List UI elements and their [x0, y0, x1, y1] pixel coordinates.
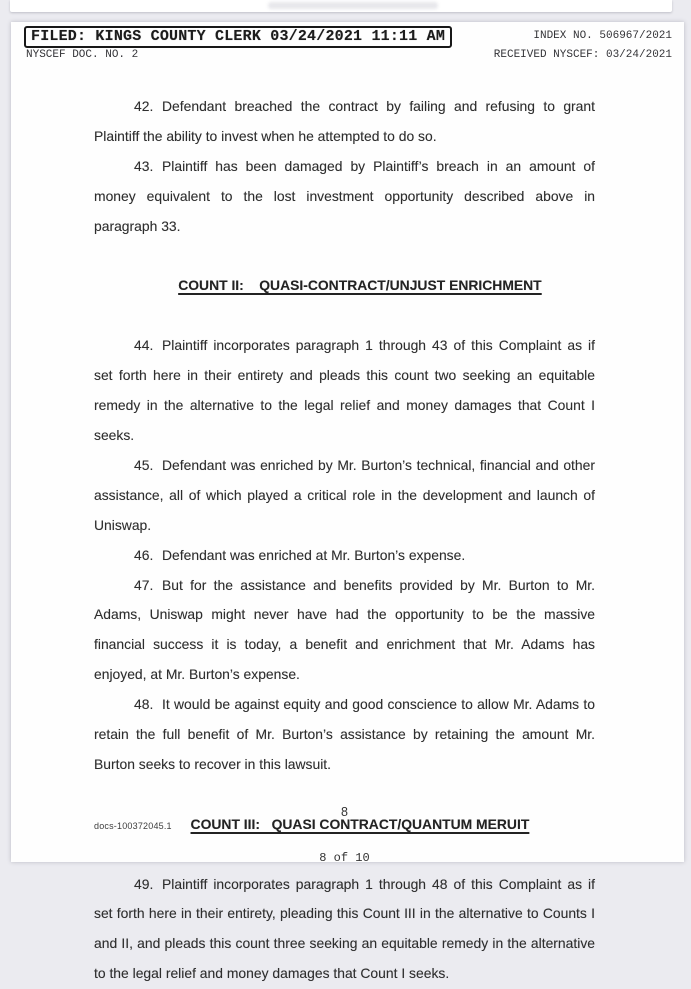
paragraph-text: Plaintiff incorporates paragraph 1 through 43 of this Complaint as if set forth here in their entirety and pleads this count two seeking an equitable remedy in the alternative to the legal relief and money damages that Count I seeks. — [94, 337, 595, 443]
paragraph-text: Plaintiff incorporates paragraph 1 through 48 of this Complaint as if set forth here in their entirety, pleading this Count III in the alternative to Counts I and II, and pleads this count three seeking an equitable remedy in the alternative to the legal relief and money damages that Count I seeks. — [94, 875, 595, 982]
filed-stamp — [24, 26, 452, 48]
paragraph-47 — [94, 571, 595, 691]
paragraph-text: Defendant breached the contract by failing and refusing to grant Plaintiff the ability to invest when he attempted to do so. — [94, 98, 595, 144]
filed-stamp-text: FILED: KINGS COUNTY CLERK 03/24/2021 11:11 AM — [31, 28, 446, 45]
paragraph-number: 42. — [134, 98, 154, 114]
paragraph-text: Plaintiff has been damaged by Plaintiff’s breach in an amount of money equivalent to the lost investment opportunity described above in paragraph 33. — [94, 157, 595, 234]
index-number: INDEX NO. 506967/2021 — [533, 30, 672, 42]
nyscef-doc-number: NYSCEF DOC. NO. 2 — [26, 49, 139, 61]
paragraph-42 — [94, 92, 595, 152]
paragraph-number: 48. — [134, 696, 154, 713]
previous-page-remnant-text — [268, 2, 438, 9]
paragraph-number: 46. — [134, 546, 154, 563]
previous-page-edge — [10, 0, 672, 12]
document-id: docs-100372045.1 — [94, 821, 172, 831]
pagination-footer: 8 of 10 — [319, 851, 370, 865]
paragraph-49 — [94, 870, 595, 989]
paragraph-45 — [94, 451, 595, 541]
page-number: 8 — [341, 805, 348, 819]
paragraph-43 — [94, 152, 595, 242]
paragraph-48 — [94, 690, 595, 780]
paragraph-number: 44. — [134, 337, 154, 354]
paragraph-text: But for the assistance and benefits provided by Mr. Burton to Mr. Adams, Uniswap might never have had the opportunity to be the massive financial success it is today, a benefit and enrichment that Mr. Adams has enjoyed, at Mr. Burton’s expense. — [94, 576, 595, 683]
paragraph-44 — [94, 331, 595, 451]
paragraph-number: 45. — [134, 456, 154, 473]
paragraph-number: 47. — [134, 576, 154, 593]
count-ii-heading-text: COUNT II: QUASI-CONTRACT/UNJUST ENRICHMENT — [178, 277, 542, 294]
count-ii-heading — [94, 242, 595, 332]
document-page — [11, 22, 684, 982]
paragraph-text: Defendant was enriched by Mr. Burton’s technical, financial and other assistance, all of which played a critical role in the development and launch of Uniswap. — [94, 456, 595, 533]
received-date: RECEIVED NYSCEF: 03/24/2021 — [493, 49, 672, 61]
paragraph-number: 49. — [134, 875, 154, 892]
paragraph-number: 43. — [134, 157, 154, 174]
count-iii-heading-text: COUNT III: QUASI CONTRACT/QUANTUM MERUIT — [190, 815, 530, 832]
paragraph-text: It would be against equity and good conscience to allow Mr. Adams to retain the full benefit of Mr. Burton’s assistance by retaining the amount Mr. Burton seeks to recover in this lawsuit. — [94, 696, 595, 772]
paragraph-46 — [94, 541, 595, 571]
paragraph-text: Defendant was enriched at Mr. Burton’s expense. — [162, 546, 466, 563]
